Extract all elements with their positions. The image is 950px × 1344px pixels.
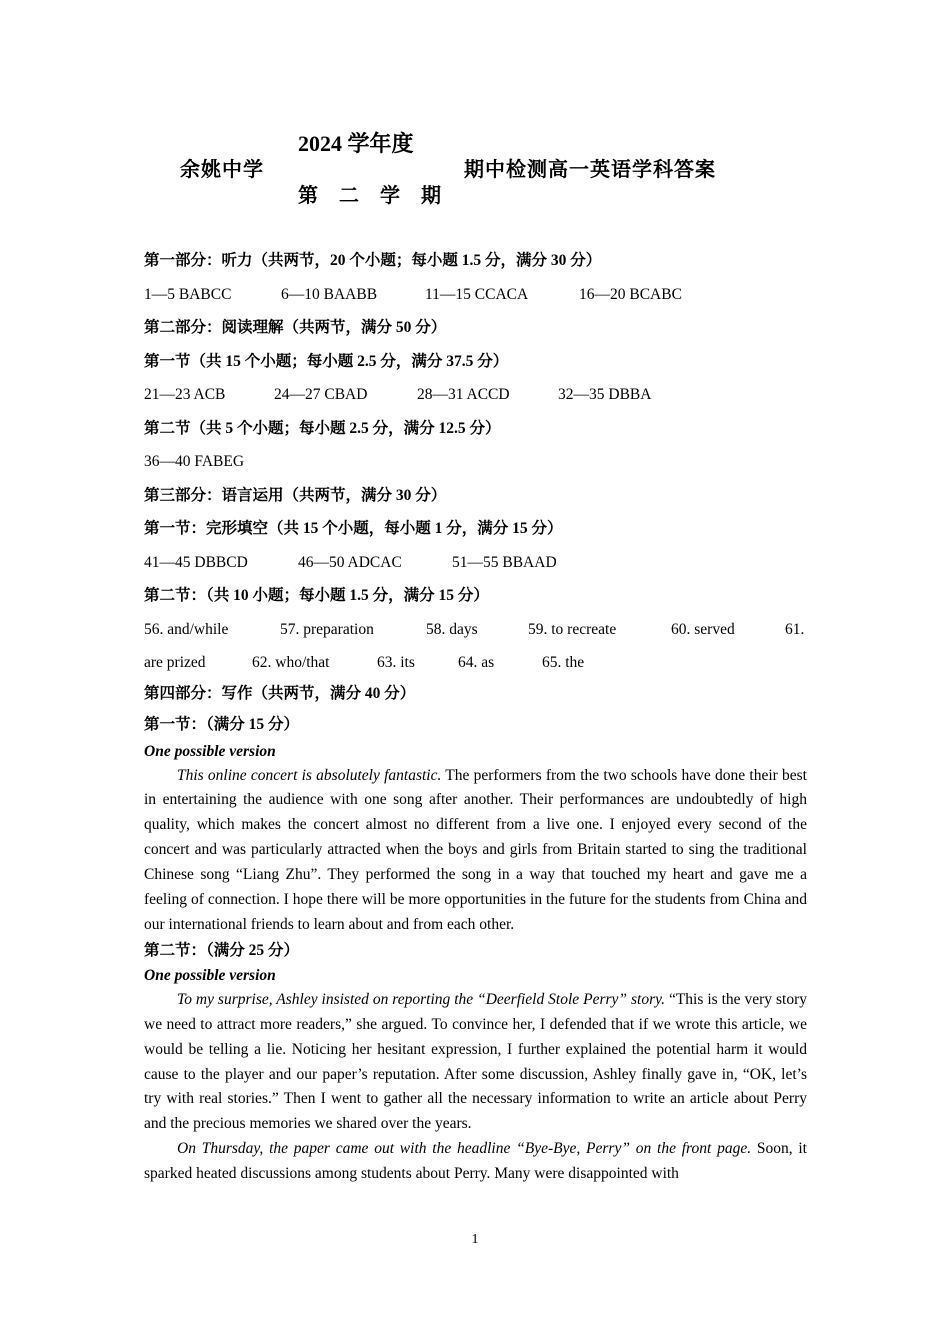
essay-1-lead: This online concert is absolutely fantastic. (177, 766, 442, 784)
fill-answer: 63. its (377, 653, 415, 671)
essay-2-lead-2: On Thursday, the paper came out with the headline “Bye-Bye, Perry” on the front page. (177, 1140, 752, 1158)
sample-essay-2-label: One possible version (144, 966, 276, 984)
fill-answer: 59. to recreate (528, 620, 617, 638)
part1-heading: 第一部分：听力（共两节，20 个小题；每小题 1.5 分，满分 30 分） (144, 252, 602, 269)
sample-essay-1-label: One possible version (144, 742, 276, 760)
fill-answer: 60. served (671, 620, 735, 638)
page-number: 1 (471, 1232, 479, 1247)
sample-essay-1 (144, 764, 807, 938)
fill-answer: 57. preparation (280, 620, 374, 638)
answer-group: 11—15 CCACA (425, 285, 529, 303)
part4-heading: 第四部分：写作（共两节，满分 40 分） (144, 684, 416, 702)
answer-group: 41—45 DBBCD (144, 553, 248, 571)
part3-section1-heading: 第一节：完形填空（共 15 个小题，每小题 1 分，满分 15 分） (144, 520, 563, 537)
part4-section1-heading: 第一节：（满分 15 分） (144, 715, 300, 733)
part3-section1-answers (144, 550, 807, 584)
essay-2-lead-1: To my surprise, Ashley insisted on reporting the “Deerfield Stole Perry” story. (177, 990, 666, 1008)
answer-group: 1—5 BABCC (144, 285, 232, 303)
essay-2-body-2: Soon, it sparked heated discussions among students about Perry. Many were disappointed with (144, 1140, 807, 1183)
essay-1-body: The performers from the two schools have done their best in entertaining the audience with one song after another. Their performances are undoubtedly of high quality, which makes the concert almost no different from a live one. I enjoyed every second of the concert and was particularly attracted when the boys and girls from Britain started to sing the traditional Chinese song “Liang Zhu”. They performed the song in a way that touched my heart and gave me a feeling of connection. I hope there will be more opportunities in the future for the students from China and our international friends to learn about and from each other. (144, 766, 807, 933)
fill-answer: are prized (144, 653, 206, 671)
header-year: 2024 学年度 (298, 131, 414, 156)
header-school: 余姚中学 (180, 159, 264, 181)
fill-answers-row-2 (144, 650, 807, 681)
part3-section2-heading: 第二节：（共 10 小题；每小题 1.5 分，满分 15 分） (144, 587, 489, 604)
part2-section1-heading: 第一节（共 15 个小题；每小题 2.5 分，满分 37.5 分） (144, 352, 509, 370)
fill-answer: 64. as (458, 653, 495, 671)
header-title: 期中检测高一英语学科答案 (464, 159, 716, 181)
answer-group: 36—40 FABEG (144, 453, 245, 470)
part2-section1-answers (144, 382, 807, 416)
fill-answer: 65. the (542, 653, 585, 671)
answer-content (144, 248, 807, 1187)
answer-group: 46—50 ADCAC (298, 553, 402, 571)
fill-answer: 56. and/while (144, 620, 229, 638)
fill-answer: 61. (785, 620, 805, 638)
answer-group: 16—20 BCABC (579, 285, 682, 303)
answer-group: 32—35 DBBA (558, 386, 652, 403)
part2-section2-answers (144, 449, 807, 483)
header-term: 第 二 学 期 (298, 185, 449, 207)
answer-group: 28—31 ACCD (417, 386, 510, 403)
answer-group: 21—23 ACB (144, 386, 226, 403)
part4-section2-heading: 第二节：（满分 25 分） (144, 941, 300, 959)
part2-section2-heading: 第二节（共 5 个小题；每小题 2.5 分，满分 12.5 分） (144, 419, 501, 437)
part3-heading: 第三部分：语言运用（共两节，满分 30 分） (144, 486, 447, 504)
fill-answer: 58. days (426, 620, 478, 638)
sample-essay-2-paragraph-2 (144, 1137, 807, 1187)
part1-answers (144, 282, 807, 316)
part2-heading: 第二部分：阅读理解（共两节，满分 50 分） (144, 319, 447, 336)
answer-group: 6—10 BAABB (281, 285, 378, 303)
fill-answer: 62. who/that (252, 653, 330, 671)
essay-2-body-1: “This is the very story we need to attract more readers,” she argued. To convince her, I defended that if we wrote this article, we would be telling a lie. Noticing her hesitant expression, I further explained the potential harm it would cause to the player and our paper’s reputation. After some discussion, Ashley finally gave in, “OK, let’s try with real stories.” Then I went to gather all the necessary information to write an article about Perry and the precious memories we shared over the years. (144, 990, 807, 1133)
sample-essay-2-paragraph-1 (144, 988, 807, 1137)
answer-group: 51—55 BBAAD (452, 553, 557, 571)
answer-group: 24—27 CBAD (274, 386, 368, 403)
fill-answers-row-1 (144, 617, 807, 650)
